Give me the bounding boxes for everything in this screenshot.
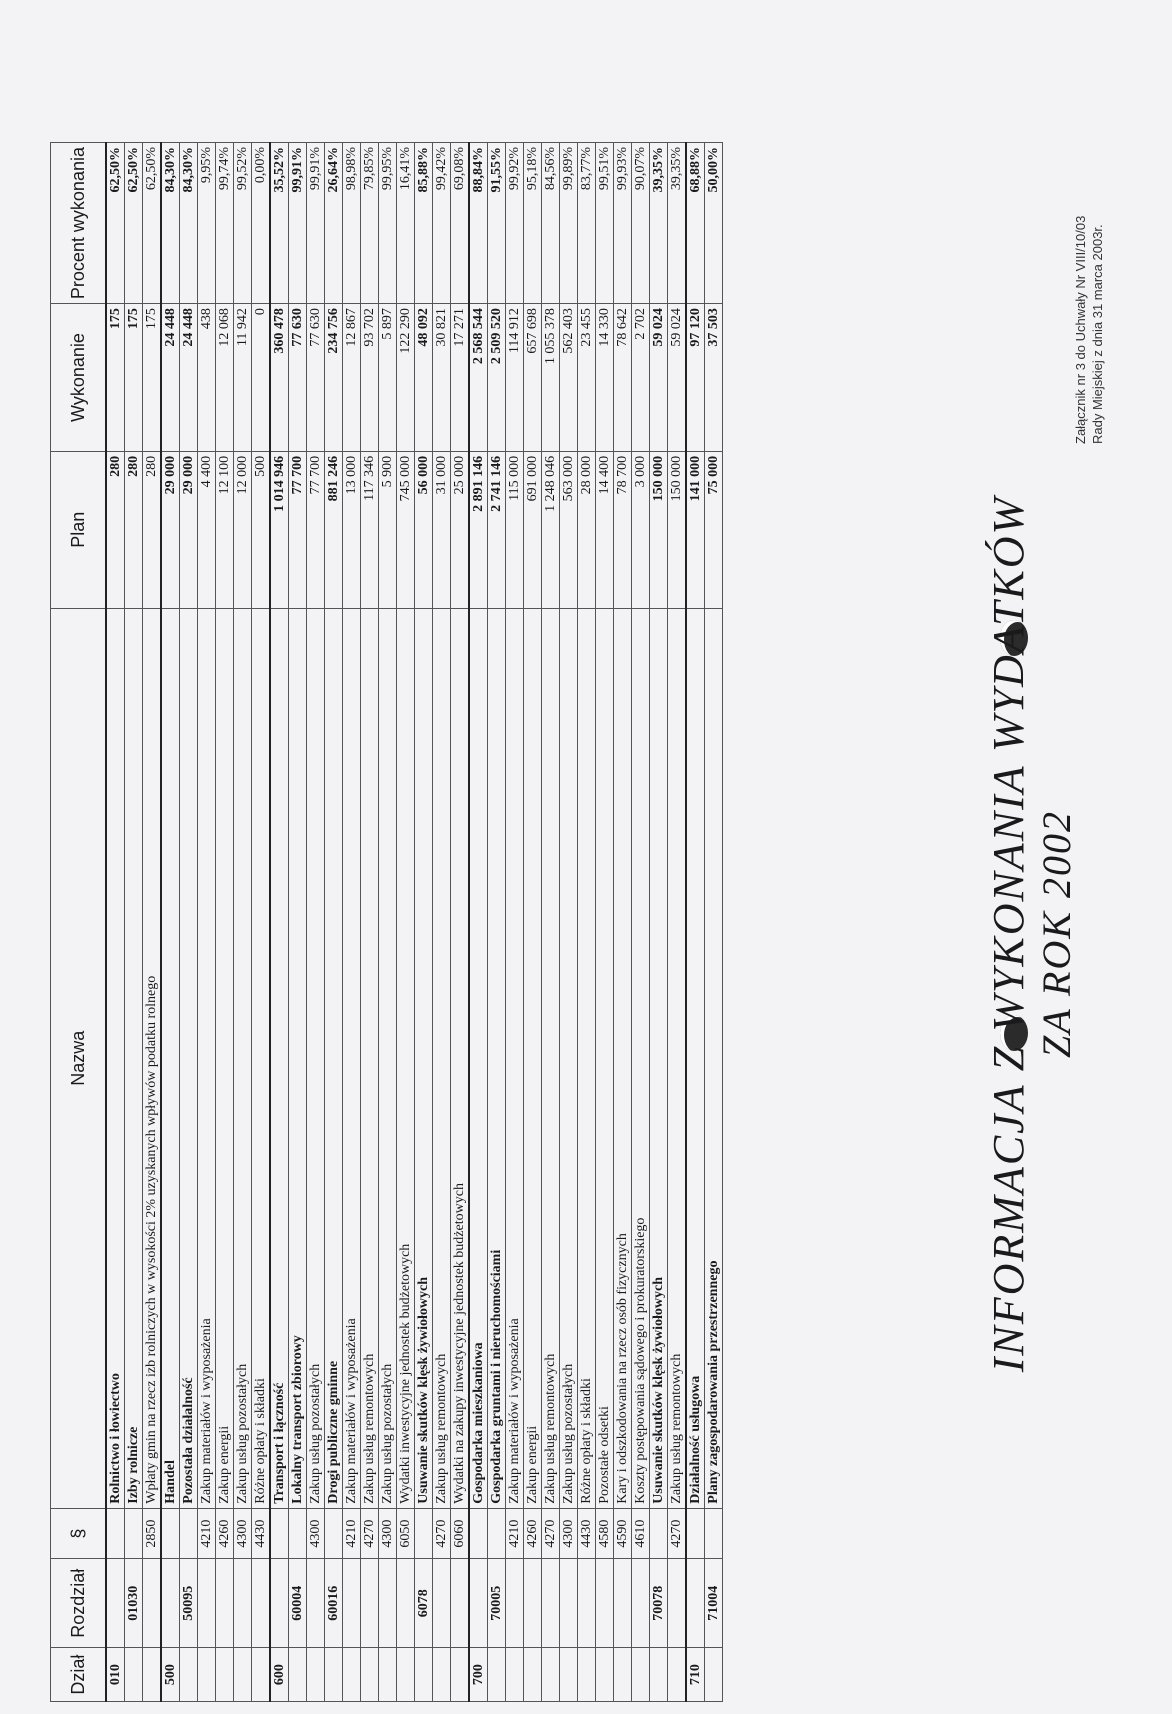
table-row	[325, 143, 343, 1702]
cell-plan: 150 000	[650, 451, 668, 608]
cell-plan: 75 000	[705, 451, 723, 608]
cell-dzial	[361, 1648, 379, 1702]
cell-plan: 3 000	[632, 451, 650, 608]
cell-plan: 31 000	[433, 451, 451, 608]
cell-rozdzial: 50095	[180, 1559, 198, 1648]
cell-procent: 99,52%	[234, 143, 252, 304]
cell-nazwa: Różne opłaty i składki	[578, 608, 596, 1508]
cell-plan: 150 000	[668, 451, 687, 608]
cell-nazwa: Wpłaty gmin na rzecz izb rolniczych w wysokości 2% uzyskanych wpływów podatku rolnego	[143, 608, 162, 1508]
cell-rozdzial: 70005	[488, 1559, 506, 1648]
cell-procent: 99,42%	[433, 143, 451, 304]
cell-dzial	[379, 1648, 397, 1702]
cell-paragraf: 4270	[668, 1508, 687, 1559]
cell-paragraf: 4210	[506, 1508, 524, 1559]
cell-rozdzial: 6078	[415, 1559, 433, 1648]
cell-dzial	[506, 1648, 524, 1702]
cell-wykonanie: 234 756	[325, 304, 343, 452]
cell-nazwa: Koszty postępowania sądowego i prokuratorskiego	[632, 608, 650, 1508]
cell-wykonanie: 114 912	[506, 304, 524, 452]
cell-dzial	[596, 1648, 614, 1702]
cell-dzial: 700	[469, 1648, 488, 1702]
document-title	[985, 434, 1081, 1434]
cell-procent: 62,50%	[106, 143, 125, 304]
table-header-row	[51, 143, 107, 1702]
cell-plan: 13 000	[343, 451, 361, 608]
table-row	[705, 143, 723, 1702]
cell-wykonanie: 175	[125, 304, 143, 452]
table-row	[433, 143, 451, 1702]
cell-nazwa: Pozostałe odsetki	[596, 608, 614, 1508]
cell-rozdzial	[686, 1559, 705, 1648]
attachment-note-line-2: Rady Miejskiej z dnia 31 marca 2003r.	[1090, 224, 1105, 444]
cell-wykonanie: 78 642	[614, 304, 632, 452]
cell-procent: 99,92%	[506, 143, 524, 304]
cell-procent: 84,30%	[161, 143, 180, 304]
cell-plan: 1 248 046	[542, 451, 560, 608]
cell-nazwa: Transport i łączność	[270, 608, 289, 1508]
cell-wykonanie: 360 478	[270, 304, 289, 452]
cell-plan: 77 700	[289, 451, 307, 608]
cell-rozdzial	[343, 1559, 361, 1648]
table-row	[343, 143, 361, 1702]
cell-dzial	[343, 1648, 361, 1702]
cell-dzial	[198, 1648, 216, 1702]
cell-dzial	[180, 1648, 198, 1702]
cell-paragraf: 4270	[542, 1508, 560, 1559]
cell-dzial	[433, 1648, 451, 1702]
table-row	[106, 143, 125, 1702]
cell-plan: 563 000	[560, 451, 578, 608]
table-row	[270, 143, 289, 1702]
cell-plan: 2 891 146	[469, 451, 488, 608]
table-row	[451, 143, 470, 1702]
cell-plan: 280	[143, 451, 162, 608]
table-row	[143, 143, 162, 1702]
title-line-2: ZA ROK 2002	[1034, 810, 1079, 1058]
cell-dzial	[125, 1648, 143, 1702]
table-row	[542, 143, 560, 1702]
cell-wykonanie: 657 698	[524, 304, 542, 452]
title-line-1: INFORMACJA Z WYKONANIA WYDATKÓW	[984, 495, 1033, 1373]
table-row	[524, 143, 542, 1702]
table-row	[650, 143, 668, 1702]
cell-procent: 84,30%	[180, 143, 198, 304]
cell-procent: 99,89%	[560, 143, 578, 304]
cell-paragraf	[270, 1508, 289, 1559]
cell-nazwa: Gospodarka mieszkaniowa	[469, 608, 488, 1508]
table-row	[469, 143, 488, 1702]
table-row	[397, 143, 415, 1702]
table-row	[614, 143, 632, 1702]
rotated-sheet	[40, 54, 1140, 1714]
cell-nazwa: Zakup materiałów i wyposażenia	[506, 608, 524, 1508]
table-row	[596, 143, 614, 1702]
cell-dzial	[524, 1648, 542, 1702]
header-plan: Plan	[51, 451, 107, 608]
cell-paragraf: 4210	[198, 1508, 216, 1559]
cell-rozdzial	[506, 1559, 524, 1648]
cell-dzial	[632, 1648, 650, 1702]
cell-rozdzial	[161, 1559, 180, 1648]
cell-nazwa: Działalność usługowa	[686, 608, 705, 1508]
cell-plan: 29 000	[161, 451, 180, 608]
cell-paragraf	[705, 1508, 723, 1559]
cell-plan: 14 400	[596, 451, 614, 608]
cell-plan: 881 246	[325, 451, 343, 608]
table-row	[560, 143, 578, 1702]
cell-wykonanie: 12 867	[343, 304, 361, 452]
cell-nazwa: Zakup energii	[216, 608, 234, 1508]
cell-nazwa: Pozostała działalność	[180, 608, 198, 1508]
cell-plan: 141 000	[686, 451, 705, 608]
table-row	[307, 143, 325, 1702]
cell-dzial	[216, 1648, 234, 1702]
cell-paragraf	[106, 1508, 125, 1559]
cell-paragraf: 4210	[343, 1508, 361, 1559]
cell-plan: 78 700	[614, 451, 632, 608]
table-row	[234, 143, 252, 1702]
cell-rozdzial	[216, 1559, 234, 1648]
cell-dzial	[560, 1648, 578, 1702]
cell-paragraf	[650, 1508, 668, 1559]
cell-rozdzial	[379, 1559, 397, 1648]
cell-rozdzial	[106, 1559, 125, 1648]
cell-procent: 84,56%	[542, 143, 560, 304]
cell-plan: 12 000	[234, 451, 252, 608]
cell-dzial	[397, 1648, 415, 1702]
cell-wykonanie: 14 330	[596, 304, 614, 452]
table-row	[180, 143, 198, 1702]
expenditure-table	[50, 142, 723, 1702]
cell-dzial	[307, 1648, 325, 1702]
cell-nazwa: Zakup usług pozostałych	[379, 608, 397, 1508]
cell-procent: 68,88%	[686, 143, 705, 304]
table-row	[198, 143, 216, 1702]
cell-dzial: 010	[106, 1648, 125, 1702]
cell-dzial	[488, 1648, 506, 1702]
cell-plan: 56 000	[415, 451, 433, 608]
cell-plan: 2 741 146	[488, 451, 506, 608]
cell-wykonanie: 59 024	[668, 304, 687, 452]
table-row	[289, 143, 307, 1702]
cell-wykonanie: 562 403	[560, 304, 578, 452]
cell-plan: 12 100	[216, 451, 234, 608]
cell-plan: 691 000	[524, 451, 542, 608]
cell-dzial	[325, 1648, 343, 1702]
cell-rozdzial	[596, 1559, 614, 1648]
cell-plan: 280	[106, 451, 125, 608]
cell-rozdzial	[397, 1559, 415, 1648]
table-row	[668, 143, 687, 1702]
cell-nazwa: Zakup materiałów i wyposażenia	[343, 608, 361, 1508]
cell-rozdzial: 70078	[650, 1559, 668, 1648]
cell-procent: 91,55%	[488, 143, 506, 304]
cell-procent: 35,52%	[270, 143, 289, 304]
cell-procent: 0,00%	[252, 143, 271, 304]
cell-rozdzial	[668, 1559, 687, 1648]
cell-plan: 4 400	[198, 451, 216, 608]
cell-rozdzial: 01030	[125, 1559, 143, 1648]
cell-procent: 39,35%	[668, 143, 687, 304]
cell-procent: 99,74%	[216, 143, 234, 304]
cell-plan: 29 000	[180, 451, 198, 608]
header-wykonanie: Wykonanie	[51, 304, 107, 452]
table-row	[415, 143, 433, 1702]
cell-rozdzial	[252, 1559, 271, 1648]
cell-plan: 745 000	[397, 451, 415, 608]
cell-paragraf: 4270	[361, 1508, 379, 1559]
cell-wykonanie: 59 024	[650, 304, 668, 452]
cell-rozdzial	[542, 1559, 560, 1648]
table-row	[379, 143, 397, 1702]
cell-nazwa: Izby rolnicze	[125, 608, 143, 1508]
cell-dzial	[289, 1648, 307, 1702]
cell-paragraf	[289, 1508, 307, 1559]
cell-rozdzial: 71004	[705, 1559, 723, 1648]
cell-rozdzial	[234, 1559, 252, 1648]
cell-nazwa: Wydatki inwestycyjne jednostek budżetowych	[397, 608, 415, 1508]
cell-procent: 39,35%	[650, 143, 668, 304]
cell-nazwa: Drogi publiczne gminne	[325, 608, 343, 1508]
cell-procent: 88,84%	[469, 143, 488, 304]
header-nazwa: Nazwa	[51, 608, 107, 1508]
cell-nazwa: Zakup usług pozostałych	[234, 608, 252, 1508]
cell-procent: 9,95%	[198, 143, 216, 304]
cell-plan: 1 014 946	[270, 451, 289, 608]
table-row	[506, 143, 524, 1702]
cell-procent: 90,07%	[632, 143, 650, 304]
cell-nazwa: Usuwanie skutków klęsk żywiołowych	[650, 608, 668, 1508]
cell-nazwa: Rolnictwo i łowiectwo	[106, 608, 125, 1508]
cell-wykonanie: 122 290	[397, 304, 415, 452]
cell-dzial	[451, 1648, 470, 1702]
cell-paragraf: 4300	[560, 1508, 578, 1559]
cell-procent: 98,98%	[343, 143, 361, 304]
cell-paragraf	[180, 1508, 198, 1559]
table-row	[361, 143, 379, 1702]
cell-rozdzial	[560, 1559, 578, 1648]
cell-nazwa: Wydatki na zakupy inwestycyjne jednostek budżetowych	[451, 608, 470, 1508]
cell-rozdzial	[270, 1559, 289, 1648]
cell-paragraf: 4300	[234, 1508, 252, 1559]
cell-paragraf: 4580	[596, 1508, 614, 1559]
cell-plan: 280	[125, 451, 143, 608]
cell-wykonanie: 175	[143, 304, 162, 452]
cell-procent: 16,41%	[397, 143, 415, 304]
cell-procent: 69,08%	[451, 143, 470, 304]
cell-paragraf: 4430	[252, 1508, 271, 1559]
cell-nazwa: Zakup usług remontowych	[542, 608, 560, 1508]
cell-paragraf: 4300	[379, 1508, 397, 1559]
cell-dzial: 710	[686, 1648, 705, 1702]
cell-wykonanie: 11 942	[234, 304, 252, 452]
table-row	[488, 143, 506, 1702]
cell-procent: 62,50%	[143, 143, 162, 304]
table-row	[216, 143, 234, 1702]
table-row	[686, 143, 705, 1702]
cell-nazwa: Różne opłaty i składki	[252, 608, 271, 1508]
attachment-note-line-1: Załącznik nr 3 do Uchwały Nr VIII/10/03	[1073, 215, 1088, 444]
cell-nazwa: Kary i odszkodowania na rzecz osób fizycznych	[614, 608, 632, 1508]
cell-paragraf	[325, 1508, 343, 1559]
cell-nazwa: Zakup usług pozostałych	[560, 608, 578, 1508]
cell-plan: 5 900	[379, 451, 397, 608]
cell-rozdzial	[632, 1559, 650, 1648]
cell-dzial	[705, 1648, 723, 1702]
cell-dzial	[143, 1648, 162, 1702]
cell-paragraf	[686, 1508, 705, 1559]
cell-wykonanie: 24 448	[161, 304, 180, 452]
cell-nazwa: Zakup materiałów i wyposażenia	[198, 608, 216, 1508]
cell-procent: 85,88%	[415, 143, 433, 304]
cell-plan: 115 000	[506, 451, 524, 608]
cell-rozdzial	[614, 1559, 632, 1648]
cell-wykonanie: 12 068	[216, 304, 234, 452]
cell-procent: 50,00%	[705, 143, 723, 304]
cell-procent: 79,85%	[361, 143, 379, 304]
cell-procent: 99,93%	[614, 143, 632, 304]
cell-wykonanie: 17 271	[451, 304, 470, 452]
cell-wykonanie: 5 897	[379, 304, 397, 452]
cell-rozdzial: 60016	[325, 1559, 343, 1648]
header-paragraf: §	[51, 1508, 107, 1559]
cell-procent: 95,18%	[524, 143, 542, 304]
attachment-note	[1072, 216, 1106, 444]
cell-rozdzial	[451, 1559, 470, 1648]
cell-paragraf: 4430	[578, 1508, 596, 1559]
table-body	[106, 143, 723, 1702]
header-procent: Procent wykonania	[51, 143, 107, 304]
cell-rozdzial	[307, 1559, 325, 1648]
cell-paragraf: 6060	[451, 1508, 470, 1559]
cell-dzial	[668, 1648, 687, 1702]
cell-paragraf: 6050	[397, 1508, 415, 1559]
cell-procent: 99,51%	[596, 143, 614, 304]
cell-wykonanie: 438	[198, 304, 216, 452]
header-dzial: Dział	[51, 1648, 107, 1702]
cell-rozdzial	[143, 1559, 162, 1648]
cell-nazwa: Zakup energii	[524, 608, 542, 1508]
cell-wykonanie: 0	[252, 304, 271, 452]
cell-wykonanie: 37 503	[705, 304, 723, 452]
cell-rozdzial	[198, 1559, 216, 1648]
cell-plan: 77 700	[307, 451, 325, 608]
cell-wykonanie: 48 092	[415, 304, 433, 452]
cell-plan: 28 000	[578, 451, 596, 608]
cell-procent: 26,64%	[325, 143, 343, 304]
cell-plan: 25 000	[451, 451, 470, 608]
cell-wykonanie: 30 821	[433, 304, 451, 452]
cell-nazwa: Plany zagospodarowania przestrzennego	[705, 608, 723, 1508]
cell-dzial	[415, 1648, 433, 1702]
cell-wykonanie: 2 702	[632, 304, 650, 452]
cell-dzial	[252, 1648, 271, 1702]
cell-nazwa: Handel	[161, 608, 180, 1508]
table-row	[252, 143, 271, 1702]
table-row	[161, 143, 180, 1702]
cell-wykonanie: 24 448	[180, 304, 198, 452]
cell-dzial	[614, 1648, 632, 1702]
cell-paragraf: 2850	[143, 1508, 162, 1559]
cell-paragraf: 4260	[216, 1508, 234, 1559]
cell-paragraf: 4610	[632, 1508, 650, 1559]
cell-rozdzial	[361, 1559, 379, 1648]
cell-wykonanie: 93 702	[361, 304, 379, 452]
cell-procent: 99,91%	[307, 143, 325, 304]
cell-paragraf	[161, 1508, 180, 1559]
table-row	[632, 143, 650, 1702]
cell-rozdzial	[524, 1559, 542, 1648]
cell-paragraf: 4270	[433, 1508, 451, 1559]
cell-rozdzial	[469, 1559, 488, 1648]
cell-wykonanie: 175	[106, 304, 125, 452]
cell-dzial	[650, 1648, 668, 1702]
cell-wykonanie: 1 055 378	[542, 304, 560, 452]
cell-procent: 99,95%	[379, 143, 397, 304]
cell-wykonanie: 77 630	[289, 304, 307, 452]
cell-nazwa: Zakup usług remontowych	[668, 608, 687, 1508]
cell-dzial: 600	[270, 1648, 289, 1702]
cell-nazwa: Zakup usług pozostałych	[307, 608, 325, 1508]
cell-paragraf	[469, 1508, 488, 1559]
cell-plan: 117 346	[361, 451, 379, 608]
cell-dzial	[234, 1648, 252, 1702]
cell-dzial	[542, 1648, 560, 1702]
cell-nazwa: Lokalny transport zbiorowy	[289, 608, 307, 1508]
cell-paragraf: 4300	[307, 1508, 325, 1559]
cell-wykonanie: 2 568 544	[469, 304, 488, 452]
cell-nazwa: Gospodarka gruntami i nieruchomościami	[488, 608, 506, 1508]
cell-paragraf	[415, 1508, 433, 1559]
table-row	[578, 143, 596, 1702]
table-row	[125, 143, 143, 1702]
cell-nazwa: Usuwanie skutków klęsk żywiołowych	[415, 608, 433, 1508]
cell-rozdzial	[578, 1559, 596, 1648]
cell-wykonanie: 2 509 520	[488, 304, 506, 452]
cell-wykonanie: 77 630	[307, 304, 325, 452]
cell-paragraf	[125, 1508, 143, 1559]
cell-procent: 99,91%	[289, 143, 307, 304]
cell-plan: 500	[252, 451, 271, 608]
cell-paragraf: 4590	[614, 1508, 632, 1559]
cell-wykonanie: 23 455	[578, 304, 596, 452]
cell-wykonanie: 97 120	[686, 304, 705, 452]
cell-rozdzial: 60004	[289, 1559, 307, 1648]
cell-nazwa: Zakup usług remontowych	[433, 608, 451, 1508]
cell-procent: 62,50%	[125, 143, 143, 304]
cell-nazwa: Zakup usług remontowych	[361, 608, 379, 1508]
header-rozdzial: Rozdział	[51, 1559, 107, 1648]
cell-rozdzial	[433, 1559, 451, 1648]
cell-paragraf: 4260	[524, 1508, 542, 1559]
cell-dzial	[578, 1648, 596, 1702]
cell-procent: 83,77%	[578, 143, 596, 304]
cell-dzial: 500	[161, 1648, 180, 1702]
cell-paragraf	[488, 1508, 506, 1559]
